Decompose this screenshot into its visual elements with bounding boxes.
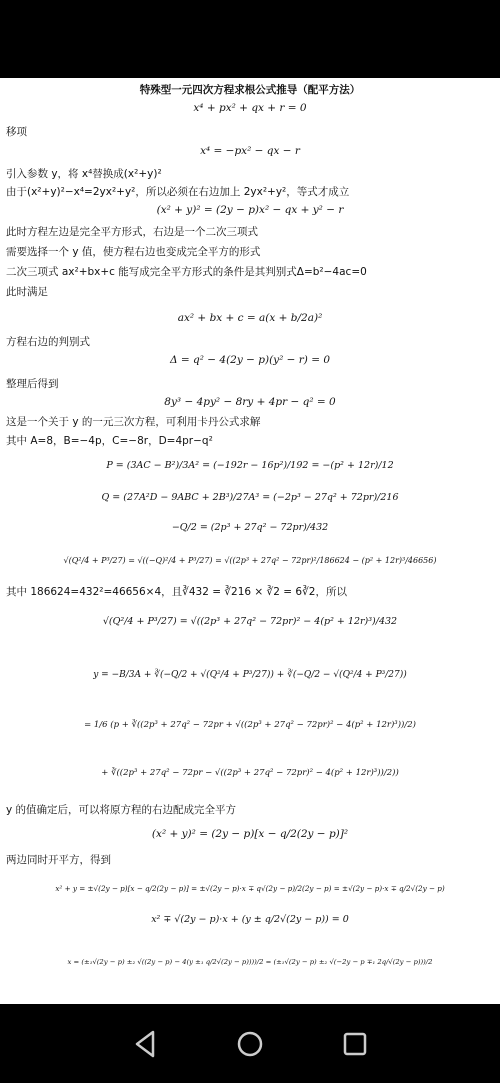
equation-Q: Q = (27A²D − 9ABC + 2B³)/27A³ = (−2p³ − 27q² + 72pr)/216 [101,492,399,503]
text-move: 移项 [6,126,27,138]
text-satisfy: 此时满足 [6,286,48,298]
text-condition: 二次三项式 ax²+bx+c 能写成完全平方形式的条件是其判别式Δ=b²−4ac=0 [6,266,367,278]
equation-root2: √(Q²/4 + P³/27) = √((2p³ + 27q² − 72pr)² − 4(p² + 12r)³)/432 [102,616,398,627]
equation-final: x = (±₁√(2y − p) ±₂ √((2y − p) − 4(y ±₁ q/2√(2y − p))))/2 = (±₁√(2y − p) ±₂ √(−2y − p ∓₁ 2q/√(2y − p)))/2 [67,958,433,966]
equation-original: x⁴ + px² + qx + r = 0 [193,102,307,114]
equation-half-Q: −Q/2 = (2p³ + 27q² − 72pr)/432 [171,522,329,533]
text-cubic-note: 这是一个关于 y 的一元三次方程，可利用卡丹公式求解 [6,416,261,428]
equation-expanded: (x² + y)² = (2y − p)x² − qx + y² − r [156,204,344,216]
status-bar [0,0,500,78]
back-icon[interactable] [128,1026,164,1062]
text-because: 由于(x²+y)²−x⁴=2yx²+y²，所以必须在右边加上 2yx²+y²，等式才成立 [6,186,350,198]
page-title: 特殊型一元四次方程求根公式推导（配平方法） [139,84,361,96]
text-after-y: y 的值确定后，可以将原方程的右边配成完全平方 [6,804,237,816]
text-disc-right: 方程右边的判别式 [6,336,90,348]
home-icon[interactable] [232,1026,268,1062]
recents-icon[interactable] [337,1026,373,1062]
equation-full-square: (x² + y)² = (2y − p)[x − q/2(2y − p)]² [151,828,349,840]
equation-discriminant: Δ = q² − 4(2y − p)(y² − r) = 0 [169,354,331,366]
equation-root: √(Q²/4 + P³/27) = √((−Q)²/4 + P³/27) = √((2p³ + 27q² − 72pr)²/186624 − (p² + 12r)³/46656) [63,556,437,565]
equation-y1: y = −B/3A + ∛(−Q/2 + √(Q²/4 + P³/27)) + ∛(−Q/2 − √(Q²/4 + P³/27)) [93,670,407,680]
equation-square: ax² + bx + c = a(x + b/2a)² [177,312,323,324]
navigation-bar [0,1004,500,1083]
text-need-y: 需要选择一个 y 值，使方程右边也变成完全平方的形式 [6,246,261,258]
equation-sqrt1: x² + y = ±√(2y − p)[x − q/2(2y − p)] = ±√(2y − p)·x ∓ q√(2y − p)/2(2y − p) = ±√(2y − p)·x ∓ q/2√(2y − p) [55,884,445,893]
text-sqrt-both: 两边同时开平方，得到 [6,854,111,866]
text-simplify: 整理后得到 [6,378,59,390]
equation-y3: + ∛((2p³ + 27q² − 72pr − √((2p³ + 27q² − 72pr)² − 4(p² + 12r)³))/2)) [101,768,399,778]
text-where: 其中 186624=432²=46656×4，且∛432 = ∛216 × ∛2 = 6∛2，所以 [6,586,347,598]
equation-cubic: 8y³ − 4py² − 8ry + 4pr − q² = 0 [164,396,336,408]
document-page [0,78,500,1004]
equation-P: P = (3AC − B²)/3A² = (−192r − 16p²)/192 = −(p² + 12r)/12 [106,460,394,471]
text-intro-y: 引入参数 y，将 x⁴替换成(x²+y)² [6,168,162,180]
equation-y2: = 1/6 (p + ∛((2p³ + 27q² − 72pr + √((2p³ + 27q² − 72pr)² − 4(p² + 12r)³))/2) [84,720,416,730]
text-left-square: 此时方程左边是完全平方形式，右边是一个二次三项式 [6,226,258,238]
equation-moved: x⁴ = −px² − qx − r [200,145,300,157]
text-coefficients: 其中 A=8，B=−4p，C=−8r，D=4pr−q² [6,435,213,447]
equation-sqrt2: x² ∓ √(2y − p)·x + (y ± q/2√(2y − p)) = 0 [151,914,349,925]
